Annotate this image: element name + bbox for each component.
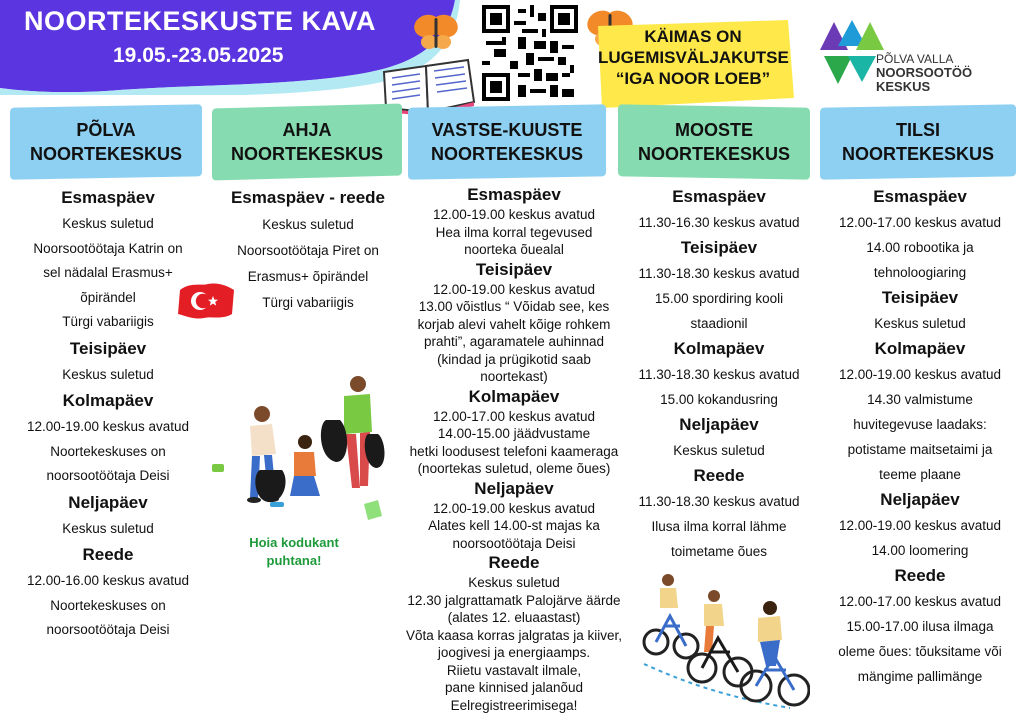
schedule-line: Türgi vabariigis (262, 295, 354, 310)
schedule-line: 12.00-19.00 keskus avatud (432, 207, 596, 222)
schedule-line: Keskus suletud (62, 216, 154, 231)
schedule-line: noortekast) (480, 369, 548, 384)
schedule-line: teeme plaane (879, 467, 961, 482)
schedule-line: sel nädalal Erasmus+ (43, 265, 173, 280)
schedule-line: 12.00-19.00 keskus avatud (838, 518, 1002, 533)
schedule-line: Erasmus+ õpirändel (247, 269, 369, 284)
schedule-line: 12.00-17.00 keskus avatud (838, 594, 1002, 609)
column-ahja (210, 184, 406, 316)
schedule-line: 15.00 kokandusring (660, 392, 778, 407)
logo-line-3: KESKUS (876, 79, 931, 94)
schedule-line: 12.00-16.00 keskus avatud (26, 573, 190, 588)
schedule-line: 11.30-18.30 keskus avatud (638, 494, 800, 509)
schedule-line: noorsootöötaja Deisi (46, 622, 170, 637)
schedule-line: 15.00 spordiring kooli (654, 291, 784, 306)
day-heading: Reede (894, 566, 946, 585)
logo-line-1: PÕLVA VALLA (876, 52, 954, 66)
schedule-line: oleme õues: tõuksitame või (838, 644, 1002, 659)
schedule-line: Keskus suletud (62, 520, 154, 536)
schedule-line: õpirändel (80, 289, 136, 305)
schedule-line: (kindad ja prügikotid saab (437, 351, 591, 367)
day-heading: Reede (82, 545, 134, 564)
butterfly-icon (412, 10, 460, 54)
schedule-line: 12.30 jalgrattamatk Palojärve äärde (407, 592, 621, 608)
schedule-line: (alates 12. eluaastast) (447, 610, 581, 625)
schedule-line: 12.00-19.00 keskus avatud (432, 281, 596, 297)
schedule-line: Eelregistreerimisega! (450, 697, 578, 713)
schedule-line: 11.30-16.30 keskus avatud (638, 215, 800, 230)
page-title: NOORTEKESKUSTE KAVA (24, 6, 377, 36)
schedule-line: 11.30-18.30 keskus avatud (638, 367, 800, 382)
schedule-line: korjab alevi vahelt kõige rohkem (417, 316, 611, 332)
schedule-line: Keskus suletud (468, 575, 560, 590)
schedule-line: Võta kaasa korras jalgratas ja kiiver, (405, 627, 623, 643)
schedule-line: Keskus suletud (673, 443, 765, 458)
people-cleaning-illustration (210, 370, 395, 530)
day-heading: Teisipäev (881, 288, 959, 307)
column-header-tilsi (820, 106, 1016, 178)
schedule-line: prahti”, agaramatele auhinnad (423, 334, 605, 349)
day-heading: Teisipäev (680, 238, 758, 257)
day-heading: Neljapäev (68, 492, 148, 512)
column-title: MOOSTE NOORTEKESKUS (637, 120, 790, 164)
day-heading: Esmaspäev (61, 188, 155, 207)
day-heading: Neljapäev (880, 490, 960, 509)
column-tilsi (820, 184, 1020, 689)
day-heading: Esmaspäev - reede (230, 188, 386, 207)
schedule-line: 14.00 robootika ja (866, 240, 974, 255)
schedule-line: 14.30 valmistume (867, 392, 973, 407)
date-range: 19.05.-23.05.2025 (113, 44, 284, 67)
day-heading: Reede (693, 466, 745, 485)
schedule-line: 13.00 võistlus “ Võidab see, kes (418, 299, 610, 314)
schedule-line: hetki loodusest telefoni kaameraga (409, 443, 619, 459)
schedule-line: 12.00-19.00 keskus avatud (838, 367, 1002, 382)
schedule-line: Türgi vabariigis (62, 314, 154, 329)
column-header-mooste (618, 106, 810, 178)
day-heading: Kolmapäev (62, 391, 154, 410)
schedule-line: Keskus suletud (874, 316, 966, 331)
schedule-line: staadionil (690, 316, 748, 331)
column-title: AHJA NOORTEKESKUS (230, 120, 383, 164)
schedule-line: 14.00-15.00 jäädvustame (437, 426, 591, 441)
day-heading: Kolmapäev (468, 386, 560, 406)
column-header-ahja (212, 106, 402, 178)
day-heading: Reede (488, 553, 540, 572)
column-mooste (614, 184, 824, 564)
cyclists-illustration (640, 568, 810, 713)
schedule-line: noorsootöötaja Deisi (452, 535, 576, 551)
schedule-line: (noortekas suletud, oleme õues) (417, 461, 611, 476)
schedule-line: noorteka õuealal (464, 242, 564, 257)
day-heading: Esmaspäev (873, 187, 967, 206)
schedule-line: Ilusa ilma korral lähme (651, 519, 787, 534)
day-heading: Kolmapäev (673, 339, 765, 358)
day-heading: Teisipäev (475, 259, 553, 279)
schedule-line: Alates kell 14.00-st majas ka (428, 518, 600, 533)
schedule-line: Hea ilma korral tegevused (435, 224, 593, 240)
logo-line-2: NOORSOOTÖÖ (876, 65, 973, 80)
day-heading: Esmaspäev (467, 185, 561, 204)
schedule-line: 11.30-18.30 keskus avatud (638, 266, 800, 281)
column-header-polva (10, 106, 202, 178)
schedule-line: tehnoloogiaring (873, 265, 967, 280)
schedule-line: 12.00-17.00 keskus avatud (432, 408, 596, 424)
column-vastse-kuuste (400, 184, 628, 714)
schedule-line: Noorsootöötaja Katrin on (33, 240, 183, 256)
schedule-line: 12.00-19.00 keskus avatud (432, 500, 596, 516)
schedule-line: pane kinnised jalanõud (444, 680, 584, 695)
schedule-line: 15.00-17.00 ilusa ilmaga (846, 619, 994, 634)
column-title: VASTSE-KUUSTE NOORTEKESKUS (430, 120, 583, 164)
schedule-line: Keskus suletud (62, 366, 154, 382)
day-heading: Esmaspäev (672, 187, 766, 206)
challenge-text: KÄIMAS ON LUGEMISVÄLJAKUTSE “IGA NOOR LOEB” (598, 27, 789, 88)
qr-code[interactable] (482, 5, 578, 101)
schedule-line: 12.00-19.00 keskus avatud (26, 419, 190, 434)
day-heading: Kolmapäev (874, 339, 966, 358)
schedule-line: Riietu vastavalt ilmale, (446, 662, 582, 678)
schedule-line: Noortekeskuses on (50, 597, 166, 613)
clean-home-slogan: Hoia kodukant puhtana! (249, 535, 339, 568)
schedule-line: potistame maitsetaimi ja (847, 442, 993, 457)
schedule-line: Noorsootöötaja Piret on (237, 243, 379, 258)
schedule-line: noorsootöötaja Deisi (46, 468, 170, 483)
schedule-line: toimetame õues (670, 544, 768, 559)
day-heading: Neljapäev (474, 478, 554, 498)
schedule-line: Keskus suletud (262, 217, 354, 232)
day-heading: Neljapäev (679, 415, 759, 434)
schedule-line: mängime pallimänge (857, 669, 983, 684)
logo-text (876, 52, 972, 94)
schedule-line: 14.00 loomering (871, 543, 969, 558)
schedule-line: joogivesi ja energiaamps. (437, 645, 591, 660)
schedule-line: 12.00-17.00 keskus avatud (838, 215, 1002, 230)
schedule-line: Noortekeskuses on (50, 443, 166, 459)
day-heading: Teisipäev (69, 338, 147, 358)
column-header-vastse-kuuste (408, 106, 606, 178)
column-title: TILSI NOORTEKESKUS (841, 120, 994, 164)
schedule-line: huvitegevuse laadaks: (853, 417, 987, 432)
column-title: PÕLVA NOORTEKESKUS (29, 120, 182, 164)
column-polva (8, 184, 208, 643)
